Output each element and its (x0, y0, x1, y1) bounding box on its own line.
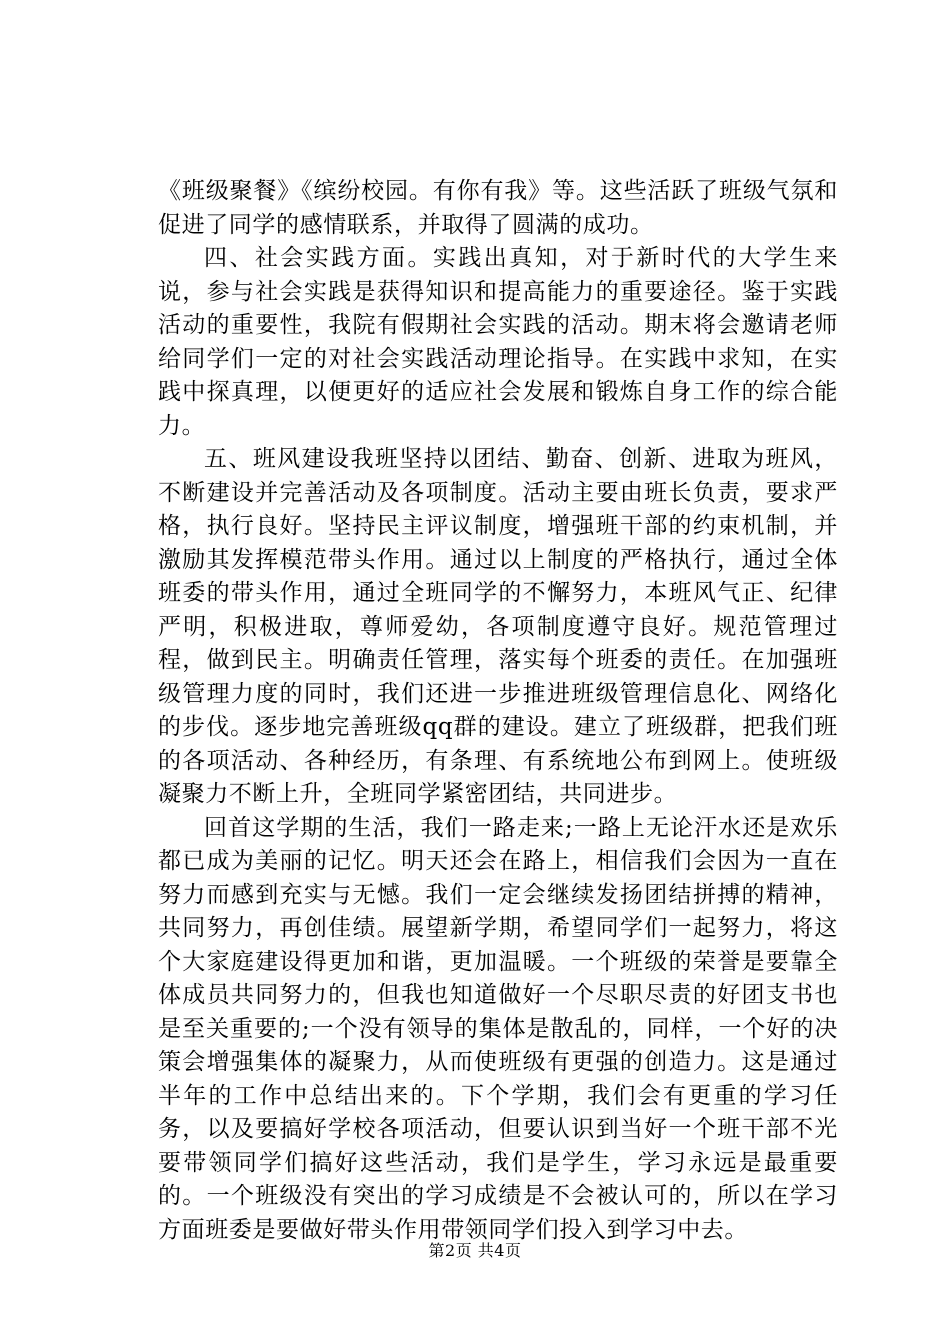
page-number-footer: 第2页 共4页 (428, 1241, 522, 1260)
paragraph-continued-activities: 《班级聚餐》《缤纷校园。有你有我》等。这些活跃了班级气氛和促进了同学的感情联系，并取得了圆满的成功。 (158, 178, 838, 238)
paragraph-class-style: 五、班风建设我班坚持以团结、勤奋、创新、进取为班风，不断建设并完善活动及各项制度。活动主要由班长负责，要求严格，执行良好。坚持民主评议制度，增强班干部的约束机制，并激励其发挥模范带头作用。通过以上制度的严格执行，通过全体班委的带头作用，通过全班同学的不懈努力，本班风气正、纪律严明，积极进取，尊师爱幼，各项制度遵守良好。规范管理过程，做到民主。明确责任管理，落实每个班委的责任。在加强班级管理力度的同时，我们还进一步推进班级管理信息化、网络化的步伐。逐步地完善班级qq群的建设。建立了班级群，把我们班的各项活动、各种经历，有条理、有系统地公布到网上。使班级凝聚力不断上升，全班同学紧密团结，共同进步。 (158, 446, 838, 807)
paragraph-review-outlook: 回首这学期的生活，我们一路走来;一路上无论汗水还是欢乐都已成为美丽的记忆。明天还会在路上，相信我们会因为一直在努力而感到充实与无憾。我们一定会继续发扬团结拼搏的精神，共同努力，再创佳绩。展望新学期，希望同学们一起努力，将这个大家庭建设得更加和谐，更加温暖。一个班级的荣誉是要靠全体成员共同努力的，但我也知道做好一个尽职尽责的好团支书也是至关重要的;一个没有领导的集体是散乱的，同样，一个好的决策会增强集体的凝聚力，从而使班级有更强的创造力。这是通过半年的工作中总结出来的。下个学期，我们会有更重的学习任务，以及要搞好学校各项活动，但要认识到当好一个班干部不光要带领同学们搞好这些活动，我们是学生，学习永远是最重要的。一个班级没有突出的学习成绩是不会被认可的，所以在学习方面班委是要做好带头作用带领同学们投入到学习中去。 (158, 814, 838, 1243)
paragraph-social-practice: 四、社会实践方面。实践出真知，对于新时代的大学生来说，参与社会实践是获得知识和提高能力的重要途径。鉴于实践活动的重要性，我院有假期社会实践的活动。期末将会邀请老师给同学们一定的对社会实践活动理论指导。在实践中求知，在实践中探真理，以便更好的适应社会发展和锻炼自身工作的综合能力。 (158, 245, 838, 439)
document-body (158, 175, 838, 1247)
